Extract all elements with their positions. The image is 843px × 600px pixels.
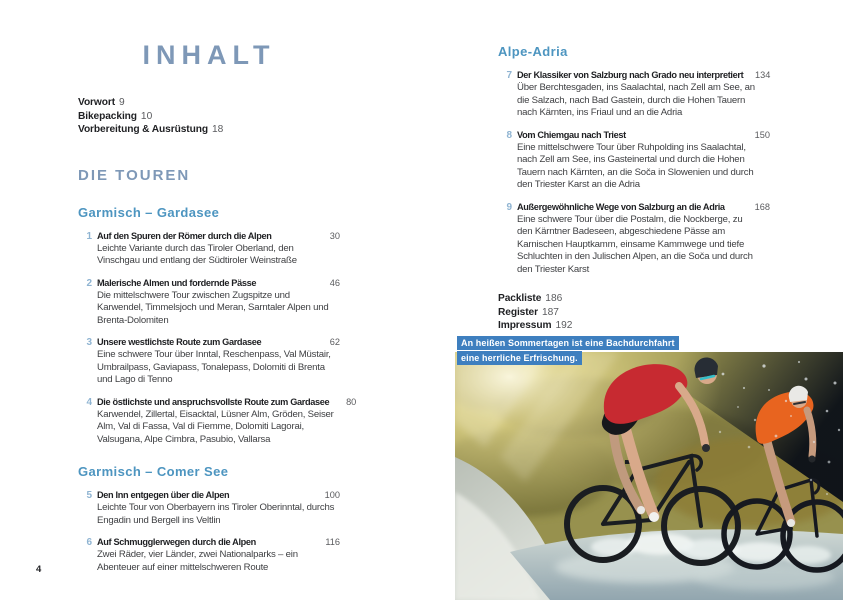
section-header-gardasee: Garmisch – Gardasee: [78, 204, 220, 220]
backmatter-list: [498, 292, 770, 333]
page-title: INHALT: [142, 40, 276, 70]
tour-number: 6: [86, 537, 92, 548]
photo-cyclists-stream: [455, 352, 843, 600]
tour-description: Eine schwere Tour über Inntal, Reschenpass, Val Müstair, Umbrailpass, Gaviapass, Tonalepass, Dolomiti di Brenta und Lago di Tenno: [97, 349, 331, 385]
tour-number: 3: [86, 337, 92, 348]
frontmatter-label: Vorwort: [78, 97, 116, 108]
tour-number: 4: [86, 396, 92, 408]
backmatter-label: Register: [498, 306, 538, 318]
toc-entry: [498, 129, 770, 192]
tour-number: 7: [506, 70, 512, 81]
frontmatter-item: [78, 96, 340, 110]
backmatter-item: [498, 319, 770, 333]
tour-description: Leichte Variante durch das Tiroler Oberland, den Vinschgau und entlang der Südtiroler Weinstraße: [97, 242, 297, 266]
tour-description: Über Berchtesgaden, ins Saalachtal, nach Zell am See, an die Salzach, nach Bad Gastein, durch die Hohen Tauern nach Kärnten, ins Friaul und an die Adria: [517, 82, 755, 118]
tour-description: Die mittelschwere Tour zwischen Zugspitze und Karwendel, Timmelsjoch und Meran, Sarntaler Alpen und Brenta-Dolomiten: [97, 289, 329, 326]
backmatter-page: 192: [555, 320, 573, 331]
backmatter-page: 186: [545, 293, 563, 304]
tour-title: Malerische Almen und fordernde Pässe: [97, 277, 257, 288]
toc-entry: [498, 201, 770, 277]
frontmatter-page: 10: [140, 110, 153, 122]
tour-title: Den Inn entgegen über die Alpen: [97, 490, 230, 500]
frontmatter-label: Vorbereitung & Ausrüstung: [78, 124, 208, 135]
tour-page: 116: [325, 537, 340, 547]
tour-title: Der Klassiker von Salzburg nach Grado neu interpretiert: [517, 70, 744, 80]
tour-page: 62: [329, 337, 340, 347]
page-number: 4: [36, 564, 42, 575]
tour-page: 100: [324, 490, 340, 500]
backmatter-item: [498, 292, 770, 306]
tour-description: Eine schwere Tour über die Postalm, die Nockberge, zu den Kärntner Badeseen, abgeschiedene Pässe am Karnischen Hauptkamm, einsame Kammwege und tiefe Schluchten in den Julischen Alpen, an die Soča und durch den Triester Karst: [517, 213, 753, 275]
tour-number: 9: [506, 201, 512, 213]
tour-number: 1: [86, 230, 92, 242]
frontmatter-item: [78, 123, 340, 137]
tour-page: 168: [754, 201, 770, 212]
backmatter-page: 187: [541, 306, 559, 318]
frontmatter-page: 18: [211, 124, 224, 135]
tour-description: Leichte Tour von Oberbayern ins Tiroler Oberinntal, durchs Engadin und Bergell ins Veltlin: [97, 502, 335, 526]
photo-caption-line2: eine herrliche Erfrischung.: [457, 351, 582, 365]
tour-title: Vom Chiemgau nach Triest: [517, 129, 626, 140]
section-header-comer-see: Garmisch – Comer See: [78, 464, 229, 479]
backmatter-label: Impressum: [498, 320, 552, 331]
left-column: [78, 40, 357, 583]
tour-number: 5: [86, 490, 92, 501]
tour-page: 30: [329, 230, 340, 241]
tour-page: 80: [346, 396, 357, 407]
toc-entry: [78, 536, 340, 574]
toc-entry: [78, 336, 340, 387]
photo-caption-line1: An heißen Sommertagen ist eine Bachdurchfahrt: [457, 336, 679, 350]
toc-entry: [78, 230, 340, 268]
tour-title: Auf den Spuren der Römer durch die Alpen: [97, 230, 272, 241]
tour-title: Die östlichste und anspruchsvollste Route zum Gardasee: [97, 396, 330, 407]
tours-header: DIE TOUREN: [78, 166, 191, 184]
tour-title: Außergewöhnliche Wege von Salzburg an die Adria: [517, 201, 725, 212]
tour-description: Eine mittelschwere Tour über Ruhpolding ins Saalachtal, nach Zell am See, ins Gasteinertal und durch die Hohen Tauern nach Kärnten, an die Soča in Slowenien und durch den Triester Karst an die Adria: [517, 141, 754, 190]
tour-description: Karwendel, Zillertal, Eisacktal, Lüsner Alm, Gröden, Seiser Alm, Val di Fassa, Val di Fiemme, Dolomiti Lagorai, Valsugana, Alpe Cimbra, Pasubio, Vallarsa: [97, 408, 334, 445]
tour-number: 2: [86, 277, 92, 289]
tour-title: Auf Schmugglerwegen durch die Alpen: [97, 537, 256, 547]
photo-illustration: [455, 352, 843, 600]
frontmatter-label: Bikepacking: [78, 110, 137, 122]
tour-page: 150: [754, 129, 770, 140]
section-header-alpe-adria: Alpe-Adria: [498, 44, 568, 59]
backmatter-label: Packliste: [498, 293, 542, 304]
frontmatter-item: [78, 110, 340, 124]
tour-title: Unsere westlichste Route zum Gardasee: [97, 337, 262, 347]
frontmatter-page: 9: [119, 97, 125, 108]
tour-page: 134: [754, 70, 771, 80]
tour-page: 46: [329, 277, 340, 288]
frontmatter-list: [78, 96, 340, 137]
photo-caption: [457, 336, 679, 365]
toc-entry: [78, 396, 357, 447]
tour-description: Zwei Räder, vier Länder, zwei Nationalparks – ein Abenteuer auf einer mittelschweren Route: [97, 549, 298, 573]
toc-entry: [498, 69, 770, 120]
backmatter-item: [498, 306, 770, 320]
tour-number: 8: [506, 129, 512, 141]
toc-entry: [78, 277, 340, 328]
toc-entry: [78, 489, 340, 527]
right-column: [498, 44, 770, 333]
